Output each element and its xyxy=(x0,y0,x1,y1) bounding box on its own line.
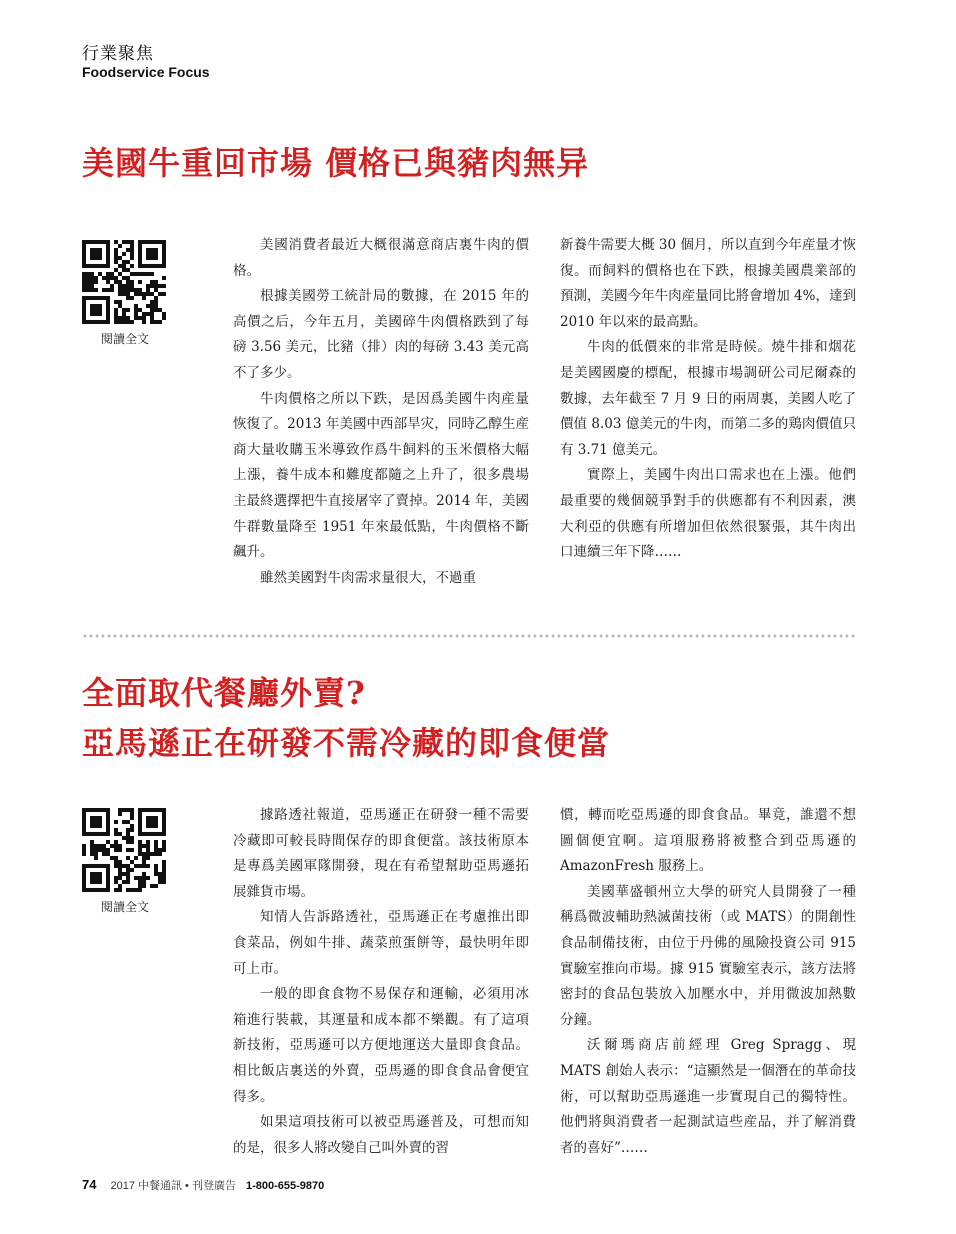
paragraph: 雖然美國對牛肉需求量很大，不過重 xyxy=(260,569,476,586)
paragraph: 一般的即食食物不易保存和運輸，必須用冰箱進行裝載，其運量和成本都不樂觀。有了這項新技術，亞馬遜可以方便地運送大量即食食品。相比飯店裏送的外賣，亞馬遜的即食食品會便宜得多。 xyxy=(233,986,529,1105)
publication-name: 2017 中餐通訊 • 刊登廣告 xyxy=(110,1180,236,1192)
paragraph-continued: 新養牛需要大概 30 個月，所以直到今年産量才恢復。而飼料的價格也在下跌，根據美國農業部的預測，美國今年牛肉産量同比將會增加 4%，達到 2010 年以來的最高點。 xyxy=(560,237,856,330)
headline-line: 亞馬遜正在研發不需冷藏的即食便當 xyxy=(82,724,611,762)
phone-number: 1-800-655-9870 xyxy=(245,1180,325,1192)
article-1-headline xyxy=(82,138,589,188)
read-full-link[interactable]: 閱讀全文 xyxy=(100,332,149,346)
qr-code-icon[interactable] xyxy=(82,240,166,324)
paragraph: 如果這項技術可以被亞馬遜普及，可想而知的是，很多人將改變自己叫外賣的習 xyxy=(233,1114,529,1156)
paragraph: 牛肉的低價來的非常是時候。燒牛排和烟花是美國國慶的標配，根據市場調研公司尼爾森的數據，去年截至 7 月 9 日的兩周裏，美國人吃了價值 8.03 億美元的牛肉，而第二多的鶏肉價值只有 3.71 億美元。 xyxy=(560,339,856,458)
article-2-column-2 xyxy=(560,803,856,1161)
paragraph: 知情人告訴路透社，亞馬遜正在考慮推出即食菜品，例如牛排、蔬菜煎蛋餅等，最快明年即可上市。 xyxy=(233,909,529,977)
qr-code-icon[interactable] xyxy=(82,808,166,892)
read-full-link[interactable]: 閱讀全文 xyxy=(100,900,149,914)
paragraph: 據路透社報道，亞馬遜正在研發一種不需要冷藏即可較長時間保存的即食便當。該技術原本是專爲美國軍隊開發，現在有希望幫助亞馬遜拓展雜貨市場。 xyxy=(233,807,529,900)
article-2-headline xyxy=(82,668,610,768)
section-divider xyxy=(82,633,857,639)
paragraph: 根據美國勞工統計局的數據，在 2015 年的高價之后，今年五月，美國碎牛肉價格跌到了每磅 3.56 美元，比豬（排）肉的每磅 3.43 美元高不了多少。 xyxy=(233,288,529,381)
paragraph-continued: 慣，轉而吃亞馬遜的即食食品。畢竟，誰還不想圖個便宜啊。這項服務將被整合到亞馬遜的 AmazonFresh 服務上。 xyxy=(560,807,856,875)
article-2-column-1 xyxy=(233,803,529,1161)
paragraph: 美國消費者最近大概很滿意商店裏牛肉的價格。 xyxy=(233,237,529,279)
section-title-zh: 行業聚焦 xyxy=(82,44,154,64)
headline-line: 美國牛重回市場 價格已與豬肉無异 xyxy=(82,144,590,182)
article-1-column-2 xyxy=(560,233,856,566)
page-number: 74 xyxy=(82,1177,97,1192)
headline-line: 全面取代餐廳外賣? xyxy=(82,674,366,712)
paragraph: 沃爾瑪商店前經理 Greg Spragg、現 MATS 創始人表示：“這顯然是一個潛在的革命技術，可以幫助亞馬遜進一步實現自己的獨特性。他們將與消費者一起測試這些産品，并了解消費者的喜好”…… xyxy=(560,1037,856,1156)
page-footer xyxy=(82,1177,324,1193)
article-1-column-1 xyxy=(233,233,529,591)
paragraph: 實際上，美國牛肉出口需求也在上漲。他們最重要的幾個競爭對手的供應都有不利因素，澳大利亞的供應有所增加但依然很緊張，其牛肉出口連續三年下降…… xyxy=(560,467,856,561)
paragraph: 美國華盛頓州立大學的研究人員開發了一種稱爲微波輔助熱滅菌技術（或 MATS）的開創性食品制備技術，由位于丹佛的風險投資公司 915 實驗室推向市場。據 915 實驗室表示，該方法將密封的食品包裝放入加壓水中，并用微波加熱數分鐘。 xyxy=(560,883,856,1028)
section-title-en: Foodservice Focus xyxy=(82,64,210,80)
section-header xyxy=(82,44,210,80)
paragraph: 牛肉價格之所以下跌，是因爲美國牛肉産量恢復了。2013 年美國中西部旱灾，同時乙醇生産商大量收購玉米導致作爲牛飼料的玉米價格大幅上漲，養牛成本和難度都隨之上升了，很多農場主最終選擇把牛直接屠宰了賣掉。2014 年，美國牛群數量降至 1951 年來最低點，牛肉價格不斷飆升。 xyxy=(233,390,529,561)
